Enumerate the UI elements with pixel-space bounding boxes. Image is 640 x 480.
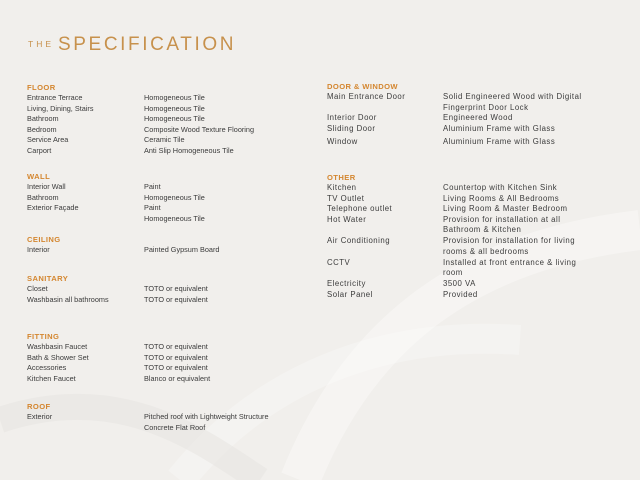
spec-label: CCTV: [327, 257, 351, 267]
spec-label: Electricity: [327, 279, 366, 289]
spec-label: Kitchen: [327, 183, 357, 192]
spec-value: Ceramic Tile: [144, 135, 185, 145]
spec-value: Living Room & Master Bedroom: [443, 204, 568, 214]
spec-row: [27, 284, 327, 295]
spec-value: Provision for installation at all Bathroom & Kitchen: [443, 214, 561, 235]
spec-value: Provision for installation for living rooms & all bedrooms: [443, 236, 576, 256]
spec-row: [327, 236, 627, 258]
spec-value: Engineered Wood: [443, 113, 513, 122]
spec-label: Interior Door: [327, 113, 377, 122]
section-other: [327, 172, 627, 300]
spec-row: [327, 204, 627, 215]
spec-row: [327, 137, 627, 148]
spec-label: Air Conditioning: [327, 236, 391, 246]
spec-label: Interior Wall: [27, 182, 66, 191]
spec-row: [27, 412, 327, 423]
spec-label: Window: [327, 136, 358, 146]
spec-value: Aluminium Frame with Glass: [443, 136, 556, 146]
spec-row: [327, 279, 627, 290]
spec-value: Anti Slip Homogeneous Tile: [144, 145, 234, 155]
section-floor: [27, 82, 327, 157]
spec-value: Concrete Flat Roof: [144, 422, 206, 432]
spec-row: [327, 92, 627, 113]
spec-value: Living Rooms & All Bedrooms: [443, 193, 560, 203]
spec-label: Hot Water: [327, 214, 367, 224]
spec-label: Living, Dining, Stairs: [27, 103, 94, 113]
spec-value: Blanco or equivalent: [144, 373, 211, 383]
spec-row: [27, 295, 327, 306]
spec-label: Closet: [27, 284, 48, 293]
section-heading: FITTING: [27, 332, 60, 341]
spec-row: [327, 215, 627, 237]
section-heading: FLOOR: [27, 83, 56, 92]
spec-label: Service Area: [27, 135, 69, 145]
spec-value: Homogeneous Tile: [144, 114, 205, 124]
spec-value: Painted Gypsum Board: [144, 245, 220, 254]
spec-row: [27, 182, 327, 193]
spec-label: Bedroom: [27, 124, 57, 134]
spec-label: Carport: [27, 145, 52, 155]
spec-label: Exterior Façade: [27, 203, 79, 213]
spec-row: [327, 194, 627, 205]
spec-row: [327, 258, 627, 280]
spec-row: [327, 290, 627, 301]
spec-value: Solid Engineered Wood with Digital Fingerprint Door Lock: [443, 92, 582, 112]
spec-label: Sliding Door: [327, 123, 376, 133]
section-heading: SANITARY: [27, 274, 69, 283]
section-heading: ROOF: [27, 402, 51, 411]
spec-value: TOTO or equivalent: [144, 294, 208, 304]
spec-value: Aluminium Frame with Glass: [443, 123, 556, 133]
spec-label: Bathroom: [27, 192, 59, 202]
section-heading: WALL: [27, 172, 51, 181]
spec-value: Homogeneous Tile: [144, 192, 205, 202]
section-sanitary: [27, 273, 327, 305]
spec-value: TOTO or equivalent: [144, 284, 208, 293]
spec-label: Washbasin Faucet: [27, 342, 88, 351]
spec-label: Washbasin all bathrooms: [27, 294, 109, 304]
section-heading: DOOR & WINDOW: [327, 82, 399, 91]
spec-value: Homogeneous Tile: [144, 93, 205, 102]
spec-value: Composite Wood Texture Flooring: [144, 124, 255, 134]
spec-value: Installed at front entrance & living room: [443, 257, 577, 278]
spec-value: Countertop with Kitchen Sink: [443, 183, 558, 192]
spec-label: Exterior: [27, 412, 53, 421]
spec-row: [27, 363, 327, 374]
section-wall: [27, 171, 327, 224]
section-roof: [27, 401, 327, 433]
spec-label: Entrance Terrace: [27, 93, 83, 102]
spec-row: [27, 93, 327, 104]
spec-row: [27, 374, 327, 385]
spec-label: TV Outlet: [327, 193, 365, 203]
spec-label: Interior: [27, 245, 50, 254]
spec-row: [27, 114, 327, 125]
spec-row: [27, 146, 327, 157]
spec-value: TOTO or equivalent: [144, 363, 208, 373]
spec-row: [327, 113, 627, 124]
spec-row: [27, 245, 327, 256]
section-heading: OTHER: [327, 173, 356, 182]
section-door-window: [327, 81, 627, 147]
spec-row: [27, 125, 327, 136]
spec-value: 3500 VA: [443, 279, 476, 289]
spec-value: Paint: [144, 182, 161, 191]
spec-row: [27, 104, 327, 115]
spec-row: [327, 124, 627, 137]
spec-value: TOTO or equivalent: [144, 342, 208, 351]
spec-row: [27, 135, 327, 146]
spec-label: Solar Panel: [327, 289, 373, 299]
section-fitting: [27, 331, 327, 384]
spec-label: Bath & Shower Set: [27, 352, 89, 362]
spec-value: Pitched roof with Lightweight Structure: [144, 412, 269, 421]
spec-value: Paint: [144, 203, 161, 213]
spec-label: Accessories: [27, 363, 67, 373]
spec-value: TOTO or equivalent: [144, 352, 208, 362]
spec-value: Provided: [443, 289, 478, 299]
section-ceiling: [27, 234, 327, 256]
spec-row: [27, 353, 327, 364]
page-title: [28, 34, 236, 56]
section-heading: CEILING: [27, 235, 61, 244]
spec-row: [27, 423, 327, 434]
spec-label: Telephone outlet: [327, 204, 393, 214]
page-title-main: SPECIFICATION: [58, 34, 237, 55]
spec-row: [27, 203, 327, 214]
spec-row: [27, 214, 327, 225]
spec-label: Main Entrance Door: [327, 92, 406, 101]
spec-label: Kitchen Faucet: [27, 373, 76, 383]
spec-value: Homogeneous Tile: [144, 103, 205, 113]
spec-row: [327, 183, 627, 194]
page-title-prefix: THE: [28, 39, 54, 49]
spec-row: [27, 342, 327, 353]
spec-row: [27, 193, 327, 204]
spec-value: Homogeneous Tile: [144, 213, 205, 223]
spec-label: Bathroom: [27, 114, 59, 124]
